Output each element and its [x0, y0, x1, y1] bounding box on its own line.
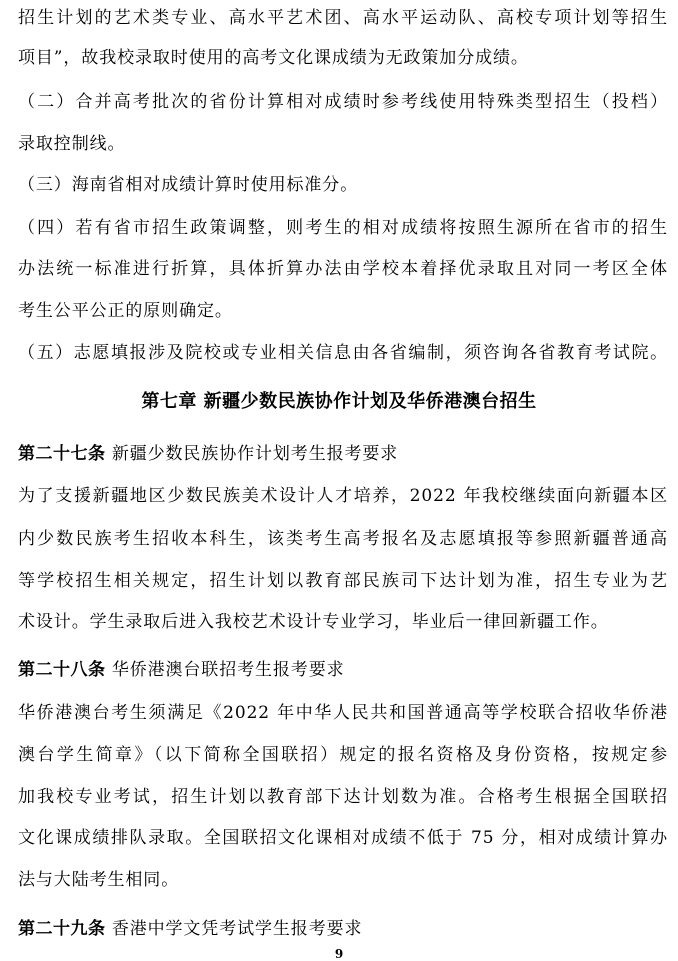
article-28-line-2: 澳台学生简章》（以下简称全国联招）规定的报名资格及身份资格，按规定参 — [18, 745, 668, 765]
item-4-line-2: 办法统一标准进行折算，具体折算办法由学校本着择优录取且对同一考区全体 — [18, 259, 668, 279]
article-28-line-4: 文化课成绩排队录取。全国联招文化课相对成绩不低于 75 分，相对成绩计算办 — [18, 828, 668, 848]
article-29-header — [18, 918, 668, 940]
article-28-line-5: 法与大陆考生相同。 — [18, 870, 180, 890]
item-5-line-1: （五）志愿填报涉及院校或专业相关信息由各省编制，须咨询各省教育考试院。 — [18, 343, 668, 363]
article-28-line-3: 加我校专业考试，招生计划以教育部下达计划数为准。合格考生根据全国联招 — [18, 787, 668, 807]
article-27-line-1: 为了支援新疆地区少数民族美术设计人才培养，2022 年我校继续面向新疆本区 — [18, 486, 668, 506]
article-28-header — [18, 659, 668, 681]
chapter-heading: 第七章 新疆少数民族协作计划及华侨港澳台招生 — [141, 391, 537, 412]
article-29-number: 第二十九条 — [18, 919, 106, 939]
item-4-line-1: （四）若有省市招生政策调整，则考生的相对成绩将按照生源所在省市的招生 — [18, 218, 668, 238]
item-3-line-1: （三）海南省相对成绩计算时使用标准分。 — [18, 175, 359, 195]
intro-line-2: 项目”，故我校录取时使用的高考文化课成绩为无政策加分成绩。 — [18, 48, 529, 68]
article-27-line-2: 内少数民族考生招收本科生，该类考生高考报名及志愿填报等参照新疆普通高 — [18, 529, 668, 549]
item-2-line-1: （二）合并高考批次的省份计算相对成绩时参考线使用特殊类型招生（投档） — [18, 92, 668, 112]
article-27-header — [18, 443, 668, 465]
intro-line-1: 招生计划的艺术类专业、高水平艺术团、高水平运动队、高校专项计划等招生 — [18, 8, 668, 28]
article-27-number: 第二十七条 — [18, 444, 106, 464]
item-2-line-2: 录取控制线。 — [18, 134, 126, 154]
article-29-title: 香港中学文凭考试学生报考要求 — [111, 919, 363, 939]
article-27-title: 新疆少数民族协作计划考生报考要求 — [111, 444, 399, 464]
item-4-line-3: 考生公平公正的原则确定。 — [18, 301, 233, 321]
article-28-line-1: 华侨港澳台考生须满足《2022 年中华人民共和国普通高等学校联合招收华侨港 — [18, 703, 668, 723]
article-28-title: 华侨港澳台联招考生报考要求 — [111, 660, 345, 680]
article-27-line-3: 等学校招生相关规定，招生计划以教育部民族司下达计划为准，招生专业为艺 — [18, 571, 668, 591]
article-27-line-4: 术设计。学生录取后进入我校艺术设计专业学习，毕业后一律回新疆工作。 — [18, 612, 609, 632]
page-number: 9 — [334, 947, 344, 961]
article-28-number: 第二十八条 — [18, 660, 106, 680]
